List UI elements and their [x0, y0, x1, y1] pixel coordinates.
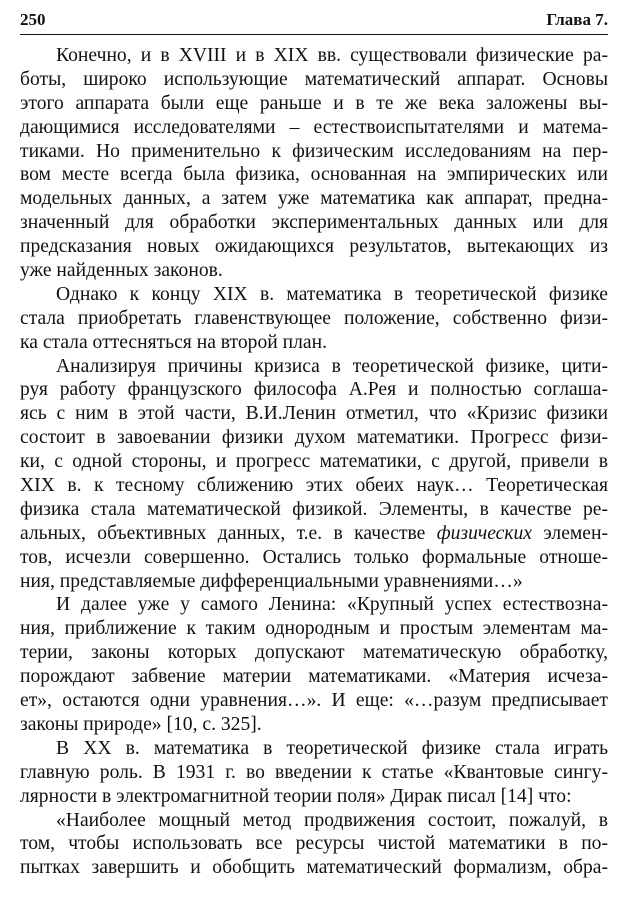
chapter-title: Глава 7. [546, 10, 608, 29]
text-line: ка стала оттесняться на второй план. [20, 331, 327, 353]
text-line: законы природе» [10, с. 325]. [20, 713, 262, 735]
page-header [20, 6, 608, 35]
text-line: ясь с ним в этой части, В.И.Ленин отметил, что «Кризис физики [20, 403, 608, 425]
text-line: терии, законы которых допускают математическую обработку, [20, 642, 608, 664]
text-line: лярности в электромагнитной теории поля» Дирак писал [14] что: [20, 785, 572, 807]
paragraph [20, 593, 608, 736]
text-line: руя работу французского философа А.Рея и полностью соглаша- [20, 379, 608, 401]
paragraph [20, 283, 608, 355]
text-line: тов, исчезли совершенно. Остались только формальные отноше- [20, 546, 608, 568]
text-line: вом месте всегда была физика, основанная на эмпирических или [20, 164, 608, 186]
text-line: физика стала математической физикой. Элементы, в качестве ре- [20, 498, 608, 520]
text-line: предсказания новых ожидающихся результатов, вытекающих из [20, 236, 608, 258]
text-line: В XX в. математика в теоретической физике стала играть [56, 737, 608, 759]
text-line: Анализируя причины кризиса в теоретической физике, цити- [56, 355, 608, 377]
text-line: И далее уже у самого Ленина: «Крупный успех естествозна- [56, 594, 608, 616]
text-line: Однако к концу XIX в. математика в теоретической физике [56, 283, 608, 305]
text-line: ния, представляемые дифференциальными уравнениями…» [20, 570, 523, 592]
paragraph [20, 44, 608, 283]
text-line: состоит в завоевании физики духом математики. Прогресс физи- [20, 427, 608, 449]
page-number: 250 [20, 10, 46, 29]
text-line: модельных данных, а затем уже математика как аппарат, предна- [20, 188, 608, 210]
text-line: порождают забвение материи математиками. «Материя исчеза- [20, 666, 608, 688]
text-line: значенный для обработки экспериментальных данных или для [20, 212, 608, 234]
text-line: том, чтобы использовать все ресурсы чистой математики в по- [20, 833, 608, 855]
text-line: боты, широко использующие математический аппарат. Основы [20, 68, 608, 90]
text-line: тиками. Но применительно к физическим исследованиям на пер- [20, 140, 608, 162]
text-line: стала приобретать главенствующее положение, собственно физи- [20, 307, 608, 329]
text-line: главную роль. В 1931 г. во введении к статье «Квантовые сингу- [20, 761, 608, 783]
text-line: Конечно, и в XVIII и в XIX вв. существовали физические ра- [56, 45, 608, 66]
text-line: «Наиболее мощный метод продвижения состоит, пожалуй, в [56, 809, 608, 831]
text-line: XIX в. к тесному сближению этих обеих наук… Теоретическая [20, 475, 608, 497]
text-line: альных, объективных данных, т.е. в качестве физических элемен- [20, 522, 608, 544]
text-line: уже найденных законов. [20, 260, 223, 282]
paragraph [20, 809, 608, 881]
text-line: пытках завершить и обобщить математический формализм, обра- [20, 857, 608, 879]
page-body [20, 44, 608, 880]
paragraph [20, 737, 608, 809]
text-line: ния, приближение к таким однородным и простым элементам ма- [20, 618, 608, 640]
text-line: этого аппарата были еще раньше и в те же века заложены вы- [20, 92, 608, 114]
text-line: ки, с одной стороны, и прогресс математики, с другой, привели в [20, 451, 608, 473]
text-line: ет», остаются одни уравнения…». И еще: «…разум предписывает [20, 690, 608, 712]
text-line: дающимися исследователями – естествоиспытателями и матема- [20, 116, 608, 138]
paragraph [20, 355, 608, 594]
